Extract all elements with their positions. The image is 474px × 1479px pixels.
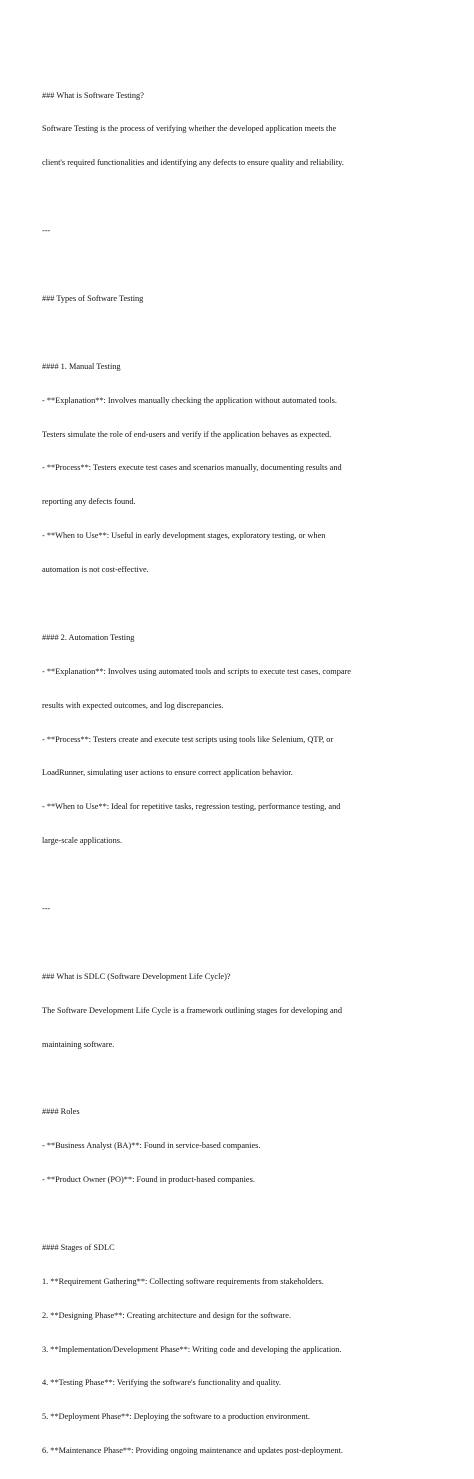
- paragraph-line: automation is not cost-effective.: [42, 565, 149, 575]
- paragraph-line: The Software Development Life Cycle is a framework outlining stages for developing and: [42, 1005, 342, 1015]
- heading-what-is-software-testing: ### What is Software Testing?: [42, 90, 144, 100]
- paragraph-line: client's required functionalities and identifying any defects to ensure quality and reliability.: [42, 158, 344, 168]
- blank-line: [42, 1208, 442, 1219]
- paragraph-line: Software Testing is the process of verifying whether the developed application meets the: [42, 124, 337, 134]
- blank-line: [42, 937, 442, 948]
- paragraph-line: large-scale applications.: [42, 836, 123, 846]
- subheading-manual-testing: #### 1. Manual Testing: [42, 361, 121, 371]
- blank-line: [42, 191, 442, 202]
- subheading-stages-of-sdlc: #### Stages of SDLC: [42, 1242, 115, 1252]
- list-item: - **Business Analyst (BA)**: Found in service-based companies.: [42, 1141, 261, 1151]
- paragraph-line: maintaining software.: [42, 1039, 115, 1049]
- paragraph-line: - **Process**: Testers create and execute test scripts using tools like Selenium, QTP, or: [42, 734, 334, 744]
- list-item: 6. **Maintenance Phase**: Providing ongoing maintenance and updates post-deployment.: [42, 1446, 343, 1456]
- blank-line: [42, 598, 442, 609]
- paragraph-line: - **Explanation**: Involves manually checking the application without automated tools.: [42, 395, 337, 405]
- paragraph-line: - **When to Use**: Ideal for repetitive tasks, regression testing, performance testing, and: [42, 802, 341, 812]
- paragraph-line: - **Explanation**: Involves using automated tools and scripts to execute test cases, compare: [42, 666, 351, 676]
- heading-what-is-sdlc: ### What is SDLC (Software Development Life Cycle)?: [42, 971, 231, 981]
- paragraph-line: Testers simulate the role of end-users and verify if the application behaves as expected.: [42, 429, 332, 439]
- subheading-automation-testing: #### 2. Automation Testing: [42, 632, 135, 642]
- list-item: - **Product Owner (PO)**: Found in product-based companies.: [42, 1175, 255, 1185]
- blank-line: [42, 259, 442, 270]
- list-item: 2. **Designing Phase**: Creating architecture and design for the software.: [42, 1310, 292, 1320]
- paragraph-line: results with expected outcomes, and log discrepancies.: [42, 700, 224, 710]
- section-divider: ---: [42, 226, 51, 236]
- list-item: 1. **Requirement Gathering**: Collecting software requirements from stakeholders.: [42, 1276, 324, 1286]
- list-item: 4. **Testing Phase**: Verifying the software's functionality and quality.: [42, 1378, 281, 1388]
- paragraph-line: LoadRunner, simulating user actions to ensure correct application behavior.: [42, 768, 293, 778]
- list-item: 5. **Deployment Phase**: Deploying the software to a production environment.: [42, 1412, 310, 1422]
- heading-types-of-software-testing: ### Types of Software Testing: [42, 293, 144, 303]
- blank-line: [42, 1072, 442, 1083]
- paragraph-line: - **Process**: Testers execute test cases and scenarios manually, documenting results and: [42, 463, 342, 473]
- document-content: [42, 67, 442, 1479]
- blank-line: [42, 869, 442, 880]
- blank-line: [42, 327, 442, 338]
- paragraph-line: reporting any defects found.: [42, 497, 136, 507]
- paragraph-line: - **When to Use**: Useful in early development stages, exploratory testing, or when: [42, 531, 326, 541]
- subheading-roles: #### Roles: [42, 1107, 80, 1117]
- list-item: 3. **Implementation/Development Phase**: Writing code and developing the application.: [42, 1344, 342, 1354]
- section-divider: ---: [42, 903, 51, 913]
